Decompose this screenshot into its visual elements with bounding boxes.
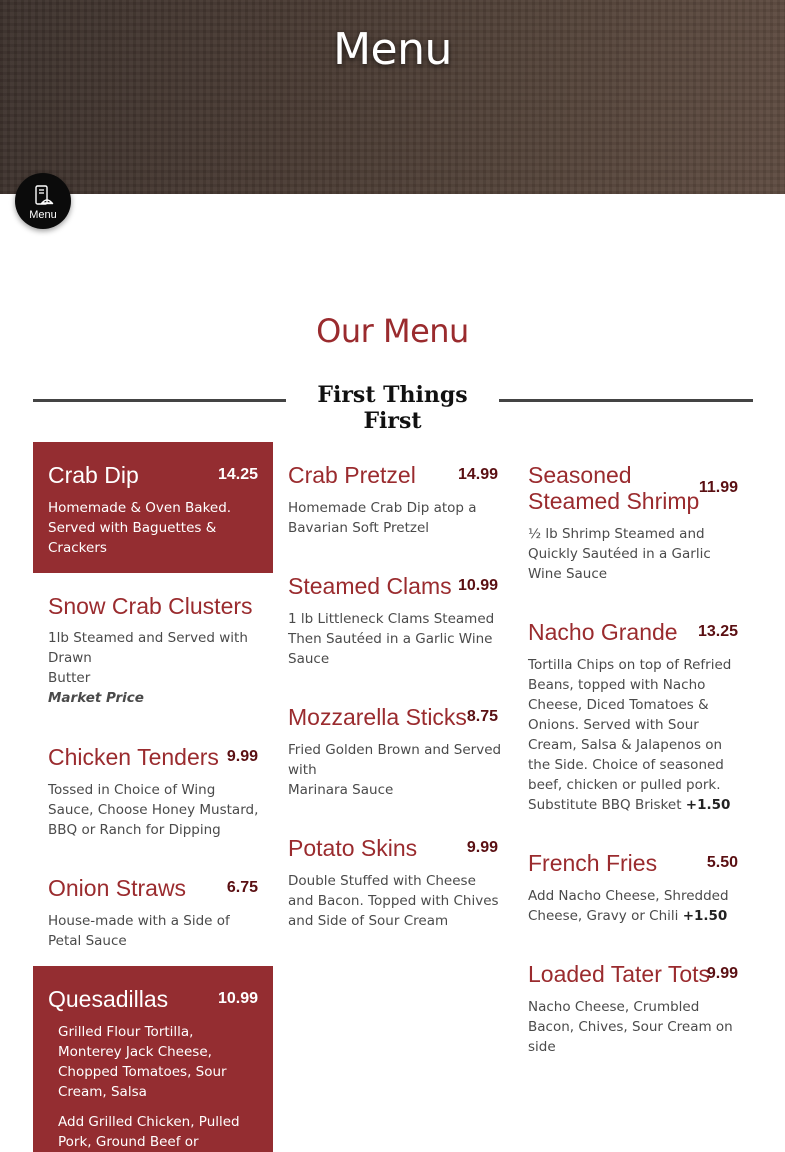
- item-description: Homemade Crab Dip atop a Bavarian Soft Pretzel: [288, 500, 477, 536]
- menu-item-crab-dip[interactable]: [33, 442, 273, 573]
- item-price: 14.25: [217, 466, 258, 483]
- item-description-line: Marinara Sauce: [288, 782, 394, 798]
- item-name: Nacho Grande: [528, 619, 678, 645]
- menu-item-chicken-tenders[interactable]: [33, 735, 273, 845]
- menu-item-nacho-grande[interactable]: [513, 610, 753, 820]
- item-name: Mozzarella Sticks: [288, 704, 467, 730]
- item-description: [528, 655, 743, 815]
- item-description: Grilled Flour Tortilla, Monterey Jack Cheese, Chopped Tomatoes, Sour Cream, Salsa: [58, 1024, 227, 1100]
- item-price: 9.99: [706, 965, 738, 982]
- item-description-line: Fried Golden Brown and Served with: [288, 742, 502, 778]
- item-price: 11.99: [698, 479, 738, 496]
- item-description-text: Add Nacho Cheese, Shredded Cheese, Gravy or Chili: [528, 888, 729, 924]
- menu-item-loaded-tater-tots[interactable]: [513, 952, 753, 1062]
- menu-list-icon: [31, 184, 55, 208]
- item-name: Crab Pretzel: [288, 462, 416, 488]
- item-name: Loaded Tater Tots: [528, 961, 711, 987]
- item-description-text: Tortilla Chips on top of Refried Beans, topped with Nacho Cheese, Diced Tomatoes & Onions. Served with Sour Cream, Salsa & Jalapenos on the Side. Choice of seasoned beef, chicken or pulled pork. Substitute BBQ Brisket: [528, 657, 732, 813]
- menu-item-potato-skins[interactable]: [273, 826, 513, 936]
- item-description: Double Stuffed with Cheese and Bacon. Topped with Chives and Side of Sour Cream: [288, 873, 499, 929]
- item-name: French Fries: [528, 850, 658, 876]
- item-description: Tossed in Choice of Wing Sauce, Choose Honey Mustard, BBQ or Ranch for Dipping: [48, 782, 259, 838]
- item-name: Crab Dip: [48, 462, 139, 488]
- item-description-addons: Add Grilled Chicken, Pulled Pork, Ground Beef or: [58, 1114, 240, 1150]
- item-price: 13.25: [697, 623, 738, 640]
- menu-item-mozzarella-sticks[interactable]: [273, 695, 513, 805]
- item-description: 1 lb Littleneck Clams Steamed Then Sautéed in a Garlic Wine Sauce: [288, 611, 495, 667]
- item-description: House-made with a Side of Petal Sauce: [48, 913, 230, 949]
- divider-right: [499, 399, 753, 402]
- menu-item-onion-straws[interactable]: [33, 866, 273, 956]
- item-price: 5.50: [706, 854, 738, 871]
- item-name: Seasoned Steamed Shrimp: [528, 462, 700, 514]
- item-description: ½ lb Shrimp Steamed and Quickly Sautéed in a Garlic Wine Sauce: [528, 526, 711, 582]
- menu-item-crab-pretzel[interactable]: [273, 442, 513, 552]
- item-price: 9.99: [466, 839, 498, 856]
- item-name: Chicken Tenders: [48, 744, 219, 770]
- item-name: Snow Crab Clusters: [48, 593, 253, 619]
- menu-heading: Our Menu: [316, 312, 469, 350]
- surcharge: +1.50: [682, 908, 728, 924]
- item-price: 10.99: [457, 577, 498, 594]
- item-name: Quesadillas: [48, 986, 169, 1012]
- item-price: 6.75: [226, 879, 258, 896]
- item-name: Potato Skins: [288, 835, 418, 861]
- menu-item-steamed-clams[interactable]: [273, 564, 513, 674]
- item-description-line: 1lb Steamed and Served with Drawn: [48, 630, 248, 666]
- item-name: Onion Straws: [48, 875, 187, 901]
- item-description: Homemade & Oven Baked. Served with Baguettes & Crackers: [48, 500, 232, 556]
- divider-left: [33, 399, 286, 402]
- market-price-note: Market Price: [48, 690, 144, 706]
- item-name: Steamed Clams: [288, 573, 452, 599]
- section-title: First Things First: [317, 382, 468, 434]
- item-description: [288, 740, 503, 800]
- menu-item-quesadillas[interactable]: [33, 966, 273, 1152]
- item-description: [528, 886, 743, 926]
- item-price: 10.99: [217, 990, 258, 1007]
- item-description-line: Butter: [48, 670, 91, 686]
- menu-button[interactable]: [15, 173, 71, 229]
- hero-banner: [0, 0, 785, 194]
- menu-item-snow-crab-clusters[interactable]: [33, 584, 273, 714]
- item-price: 14.99: [457, 466, 498, 483]
- item-price: 8.75: [466, 708, 498, 725]
- menu-item-french-fries[interactable]: [513, 841, 753, 941]
- menu-button-label: Menu: [29, 208, 57, 221]
- page-title: Menu: [333, 24, 452, 75]
- surcharge: +1.50: [685, 797, 731, 813]
- item-description: [48, 628, 263, 708]
- item-price: 9.99: [226, 748, 258, 765]
- item-description: Nacho Cheese, Crumbled Bacon, Chives, Sour Cream on side: [528, 999, 733, 1055]
- menu-item-seasoned-steamed-shrimp[interactable]: [513, 442, 753, 587]
